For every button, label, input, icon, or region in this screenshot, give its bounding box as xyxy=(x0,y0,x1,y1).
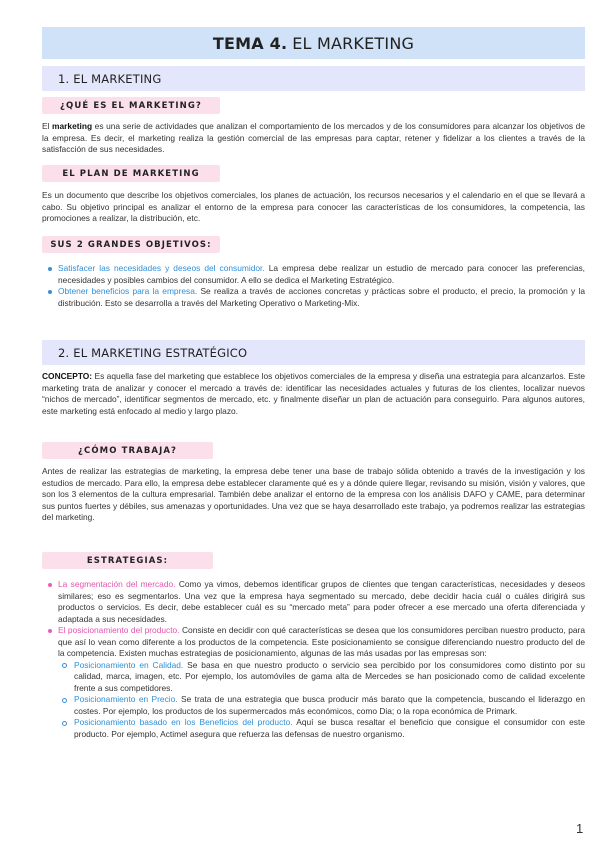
list-item xyxy=(58,717,585,740)
list-item xyxy=(46,579,585,625)
marketing-plan-label xyxy=(42,165,220,182)
positioning-text: Consiste en decidir con qué características se desea que los consumidores perciban nuestro producto, para que así lo vean como diferente a los productos de la competencia. Este posicionamiento se consigue diferenciando nuestro producto del de la competencia. Existen muchas estrategias de posicionamiento, algunas de las más usadas por las empresas son: xyxy=(58,625,585,658)
list-item xyxy=(46,286,585,309)
page-title-bar xyxy=(42,27,585,59)
bullet-dot-icon xyxy=(48,583,52,587)
marketing-plan-text-label: EL PLAN DE MARKETING xyxy=(62,168,200,179)
segmentation-text: Como ya vimos, debemos identificar grupos de clientes que tengan características, necesidades y deseos similares; eso es segmentarlos. Una vez que la empresa haya segmentado su mercado, debe decidir hacia cuál o cuáles dirigirá sus productos o servicios. Es decir, debe establecer cuál es su “mercado meta” para poder ofrecer a ese mercado una oferta diferenciada y adaptada a sus necesidades. xyxy=(58,579,586,624)
def-bold: marketing xyxy=(52,121,93,131)
concept-label: CONCEPTO: xyxy=(42,371,93,381)
positioning-sublist xyxy=(58,660,585,741)
section-1-heading-bar xyxy=(42,66,585,91)
objective-1-key: Satisfacer las necesidades y deseos del consumidor. xyxy=(58,263,265,273)
sub-bullet-icon xyxy=(62,663,67,668)
list-item xyxy=(58,694,585,717)
positioning-key: El posicionamiento del producto. xyxy=(58,625,180,635)
bullet-dot-icon xyxy=(48,629,52,633)
bullet-dot-icon xyxy=(48,290,52,294)
concept-paragraph xyxy=(42,371,585,417)
objectives-text-label: SUS 2 GRANDES OBJETIVOS: xyxy=(50,239,212,250)
benefits-text: Aquí se busca resaltar el beneficio que consigue el consumidor con este producto. Por ejemplo, Actimel asegura que refuerza las defensas de nuestro organismo. xyxy=(74,717,585,739)
list-item xyxy=(46,625,585,740)
objective-2-text: Se realiza a través de acciones concretas y prácticas sobre el producto, el precio, la promoción y la distribución. Esto se desarrolla a través del Marketing Operativo o Marketing-Mix. xyxy=(58,286,585,308)
list-item xyxy=(46,263,585,286)
strategies-list xyxy=(46,579,585,740)
concept-text: Es aquella fase del marketing que establece los objetivos comerciales de la empresa y diseña una estrategia para alcanzarlos. Este marketing trata de analizar y conocer el mercado a través de: identificar las necesidades actuales y futuras de los clientes, localizar nuevos “nichos de mercado”, identificar segmentos de mercado, etc. y finalmente diseñar un plan de actuación para conseguirlo. Para algunos autores, este marketing está enfocado al medio y largo plazo. xyxy=(42,371,585,416)
benefits-key: Posicionamiento basado en los Beneficios del producto. xyxy=(74,717,293,727)
strategies-text-label: ESTRATEGIAS: xyxy=(86,555,169,566)
sub-bullet-icon xyxy=(62,698,67,703)
page-number: 1 xyxy=(576,821,584,836)
what-is-marketing-text: ¿QUÉ ES EL MARKETING? xyxy=(60,100,202,111)
marketing-definition xyxy=(42,121,585,156)
title-rest: EL MARKETING xyxy=(292,33,415,53)
section-2-heading: 2. EL MARKETING ESTRATÉGICO xyxy=(58,345,248,360)
how-it-works-text-label: ¿CÓMO TRABAJA? xyxy=(77,445,178,456)
how-it-works-paragraph: Antes de realizar las estrategias de marketing, la empresa debe tener una base de trabajo sólida obtenido a través de la investigación y los estudios de mercado. Para ello, la empresa debe establecer claramente qué es y a dónde quiere llegar, revisando su misión, visión y valores, que son los 3 elementos de la cultura empresarial. También debe analizar el entorno de la empresa con los análisis DAFO y CAME, para determinar sus puntos fuertes y débiles, sus amenazas y oportunidades. Una vez que se haya desarrollado este trabajo, ya podremos realizar las estrategias del marketing. xyxy=(42,466,585,522)
bullet-dot-icon xyxy=(48,267,52,271)
price-text: Se trata de una estrategia que busca producir más barato que la competencia, buscando el liderazgo en costes. Por ejemplo, los productos de los supermercados más económicos, como Dia; o la ropa económica de Primark. xyxy=(74,694,585,716)
section-2-heading-bar xyxy=(42,340,585,365)
objective-2-key: Obtener beneficios para la empresa. xyxy=(58,286,198,296)
def-pre: El xyxy=(42,121,53,131)
segmentation-key: La segmentación del mercado. xyxy=(58,579,176,589)
objective-1-text: La empresa debe realizar un estudio de mercado para conocer las preferencias, necesidades y posibles cambios del consumidor. A ello se dedica el Marketing Estratégico. xyxy=(58,263,585,285)
how-it-works-label xyxy=(42,442,213,459)
quality-key: Posicionamiento en Calidad. xyxy=(74,659,184,670)
title-bold: TEMA 4. xyxy=(212,33,288,53)
strategies-label xyxy=(42,552,213,569)
marketing-plan-paragraph: Es un documento que describe los objetivos comerciales, los planes de actuación, los recursos necesarios y el calendario en el que se llevará a cabo. Su objetivo principal es analizar el entorno de la empresa para conocer las características de los consumidores, la competencia, las promociones a realizar, la distribución, etc. xyxy=(42,190,585,223)
def-rest: es una serie de actividades que analizan el comportamiento de los mercados y de los consumidores para alcanzar los objetivos de la empresa. Es decir, el marketing realiza la gestión comercial de las empresas para captar, retener y fidelizar a los clientes a través de la satisfacción de sus necesidades. xyxy=(42,121,586,154)
price-key: Posicionamiento en Precio. xyxy=(74,694,178,704)
sub-bullet-icon xyxy=(62,721,67,726)
objectives-list xyxy=(46,263,585,309)
quality-text: Se basa en que nuestro producto o servicio sea percibido por los consumidores como distinto por su calidad, marca, imagen, etc. Por ejemplo, los automóviles de gama alta de Mercedes se han posicionado como de calidad excelente frente a sus competidores. xyxy=(74,659,585,693)
what-is-marketing-label xyxy=(42,97,220,114)
objectives-label xyxy=(42,236,220,253)
list-item xyxy=(58,660,585,695)
page-title xyxy=(213,34,414,53)
section-1-heading: 1. EL MARKETING xyxy=(58,71,162,86)
